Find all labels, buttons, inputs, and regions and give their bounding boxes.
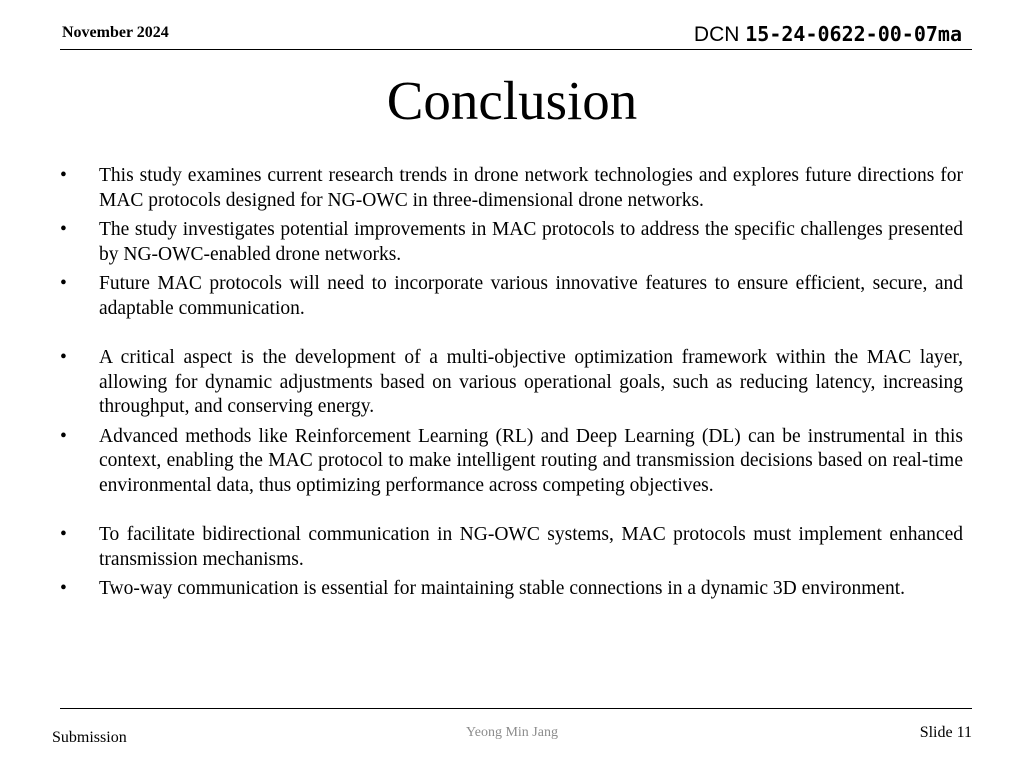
bullet-text: This study examines current research trends in drone network technologies and explores future directions for MAC protocols designed for NG-OWC in three-dimensional drone networks. [99, 165, 963, 211]
bullet-item [60, 523, 963, 572]
bullet-text: Two-way communication is essential for maintaining stable connections in a dynamic 3D environment. [99, 578, 906, 599]
footer-author: Yeong Min Jang [466, 725, 558, 740]
header-date: November 2024 [62, 24, 169, 41]
bullet-item [60, 346, 963, 420]
bullet-text: A critical aspect is the development of a multi-objective optimization framework within the MAC layer, allowing for dynamic adjustments based on various operational goals, such as reducing latency, increasing throughput, and conserving energy. [99, 347, 963, 417]
footer-divider [60, 708, 972, 709]
bullet-dot-icon: • [60, 578, 67, 599]
footer-submission: Submission [52, 729, 127, 746]
bullet-text: To facilitate bidirectional communication in NG-OWC systems, MAC protocols must implement enhanced transmission mechanisms. [99, 524, 963, 570]
bullet-dot-icon: • [60, 524, 67, 545]
header-dcn [694, 22, 962, 47]
bullet-item [60, 218, 963, 267]
bullet-dot-icon: • [60, 347, 67, 368]
bullet-item [60, 164, 963, 213]
bullet-dot-icon: • [60, 425, 67, 447]
bullet-dot-icon: • [60, 165, 67, 186]
dcn-number: 15-24-0622-00-07ma [745, 22, 962, 46]
dcn-prefix: DCN [693, 23, 746, 46]
bullet-item [60, 577, 963, 602]
header-divider [60, 49, 972, 50]
bullet-text: The study investigates potential improvements in MAC protocols to address the specific challenges presented by NG-OWC-enabled drone networks. [99, 219, 963, 265]
bullet-dot-icon: • [60, 273, 67, 294]
bullet-dot-icon: • [60, 219, 67, 240]
bullet-list [60, 164, 963, 607]
bullet-text: Future MAC protocols will need to incorporate various innovative features to ensure efficient, secure, and adaptable communication. [99, 273, 963, 319]
slide-title: Conclusion [386, 70, 638, 131]
bullet-text: Advanced methods like Reinforcement Learning (RL) and Deep Learning (DL) can be instrumental in this context, enabling the MAC protocol to make intelligent routing and transmission decisions based on real-time environmental data, thus optimizing performance across competing objectives. [99, 425, 963, 496]
slide-number: Slide 11 [919, 724, 972, 741]
bullet-item [60, 272, 963, 321]
bullet-item [60, 425, 963, 499]
